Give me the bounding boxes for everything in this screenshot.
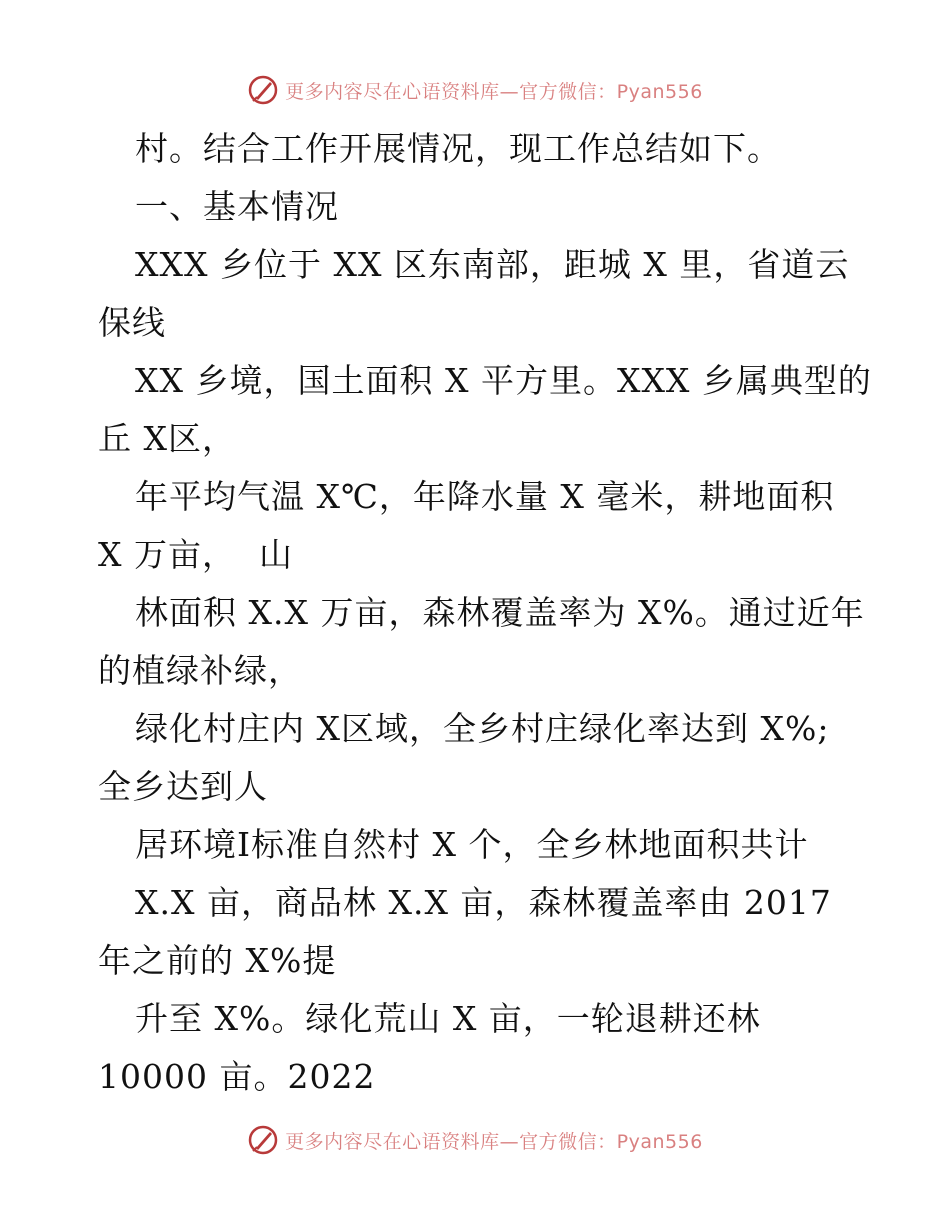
text-line: 保线 (98, 303, 166, 342)
text-line: 的植绿补绿， (98, 651, 302, 690)
document-body (98, 120, 872, 1106)
text-line: 升至 X%。绿化荒山 X 亩，一轮退耕还林 (135, 999, 761, 1038)
text-line: 林面积 X.X 万亩，森林覆盖率为 X%。通过近年 (135, 593, 865, 632)
text-line: 年之前的 X%提 (98, 941, 337, 980)
banner-text: 更多内容尽在心语资料库—官方微信：Pyan556 (285, 80, 703, 103)
section-heading: 一、基本情况 (135, 187, 339, 226)
banner-text: 更多内容尽在心语资料库—官方微信：Pyan556 (285, 1130, 703, 1153)
quill-pen-icon (247, 1124, 279, 1156)
footer-banner (0, 1120, 950, 1160)
text-line: 全乡达到人 (98, 767, 268, 806)
text-line: XX 乡境，国土面积 X 平方里。XXX 乡属典型的 (135, 361, 872, 400)
text-line: XXX 乡位于 XX 区东南部，距城 X 里，省道云 (135, 245, 850, 284)
text-line: 丘 X区， (98, 419, 236, 458)
text-line: 年平均气温 X℃，年降水量 X 毫米，耕地面积 (135, 477, 835, 516)
text-line: 10000 亩。2022 (98, 1057, 376, 1096)
text-line: 居环境Ⅰ标准自然村 X 个，全乡林地面积共计 (135, 825, 809, 864)
text-line: 绿化村庄内 X区域，全乡村庄绿化率达到 X%; (135, 709, 830, 748)
header-banner (0, 70, 950, 110)
text-line: 村。结合工作开展情况，现工作总结如下。 (135, 129, 781, 168)
text-line: X 万亩， 山 (98, 535, 293, 574)
quill-pen-icon (247, 74, 279, 106)
text-line: X.X 亩，商品林 X.X 亩，森林覆盖率由 2017 (135, 883, 832, 922)
